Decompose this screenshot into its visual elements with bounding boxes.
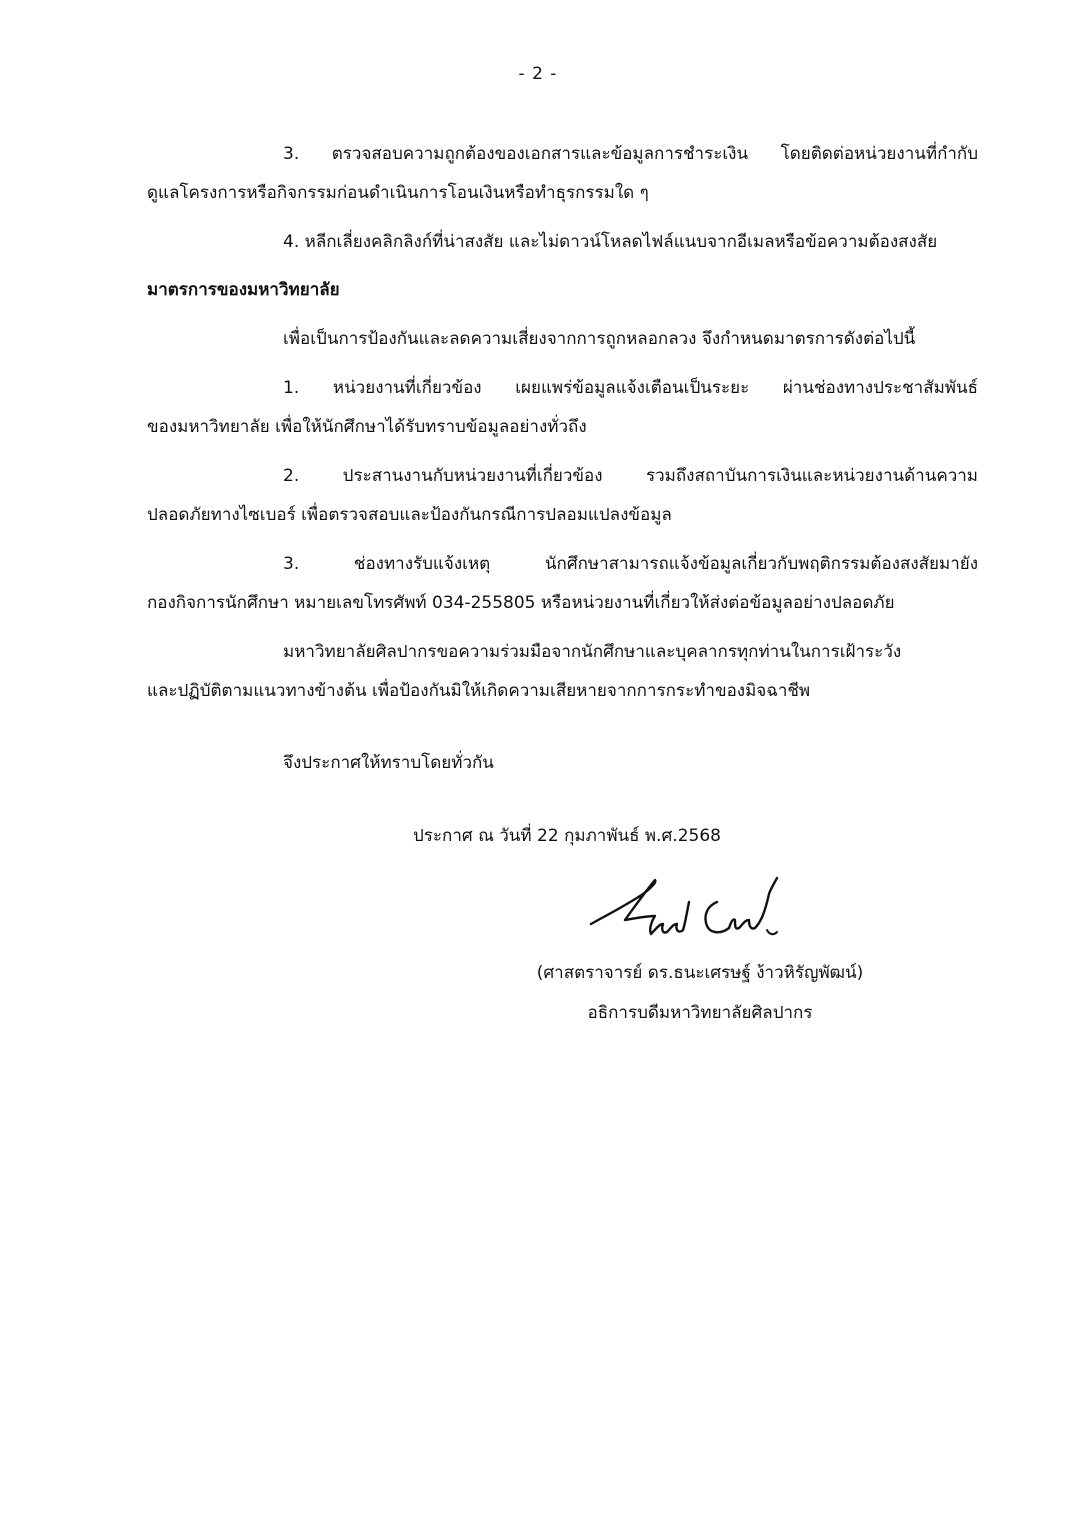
signatory-name: (ศาสตราจารย์ ดร.ธนะเศรษฐ์ ง้าวหิรัญพัฒน์) xyxy=(536,963,864,983)
signatory-title: อธิการบดีมหาวิทยาลัยศิลปากร xyxy=(587,1003,813,1023)
section-heading: มาตรการของมหาวิทยาลัย xyxy=(147,280,340,300)
closing-line1: มหาวิทยาลัยศิลปากรขอความร่วมมือจากนักศึกษาและบุคลากรทุกท่านในการเฝ้าระวัง xyxy=(283,642,902,662)
item3-line2: ดูแลโครงการหรือกิจกรรมก่อนดำเนินการโอนเงินหรือทำธุรกรรมใด ๆ xyxy=(147,183,649,203)
date-line: ประกาศ ณ วันที่ 22 กุมภาพันธ์ พ.ศ.2568 xyxy=(413,826,722,846)
measure1-line2: ของมหาวิทยาลัย เพื่อให้นักศึกษาได้รับทราบข้อมูลอย่างทั่วถึง xyxy=(147,417,587,437)
measure3-line1: 3. ช่องทางรับแจ้งเหตุ นักศึกษาสามารถแจ้งข้อมูลเกี่ยวกับพฤติกรรมต้องสงสัยมายัง xyxy=(283,554,978,574)
announcement: จึงประกาศให้ทราบโดยทั่วกัน xyxy=(283,753,494,773)
intro-line: เพื่อเป็นการป้องกันและลดความเสี่ยงจากการถูกหลอกลวง จึงกำหนดมาตรการดังต่อไปนี้ xyxy=(283,329,916,349)
measure2-line2: ปลอดภัยทางไซเบอร์ เพื่อตรวจสอบและป้องกันกรณีการปลอมแปลงข้อมูล xyxy=(147,505,672,525)
item4-line1: 4. หลีกเลี่ยงคลิกลิงก์ที่น่าสงสัย และไม่ดาวน์โหลดไฟล์แนบจากอีเมลหรือข้อความต้องสงสัย xyxy=(283,232,938,252)
handwritten-signature xyxy=(585,872,785,952)
closing-line2: และปฏิบัติตามแนวทางข้างต้น เพื่อป้องกันมิให้เกิดความเสียหายจากการกระทำของมิจฉาชีพ xyxy=(147,681,811,701)
measure3-line2: กองกิจการนักศึกษา หมายเลขโทรศัพท์ 034-255805 หรือหน่วยงานที่เกี่ยวให้ส่งต่อข้อมูลอย่างปลอดภัย xyxy=(147,593,895,613)
measure2-line1: 2. ประสานงานกับหน่วยงานที่เกี่ยวข้อง รวมถึงสถาบันการเงินและหน่วยงานด้านความ xyxy=(283,466,978,486)
page-number: - 2 - xyxy=(518,64,558,84)
item3-line1: 3. ตรวจสอบความถูกต้องของเอกสารและข้อมูลการชำระเงิน โดยติดต่อหน่วยงานที่กำกับ xyxy=(283,144,978,164)
measure1-line1: 1. หน่วยงานที่เกี่ยวข้อง เผยแพร่ข้อมูลแจ้งเตือนเป็นระยะ ผ่านช่องทางประชาสัมพันธ์ xyxy=(283,378,978,398)
